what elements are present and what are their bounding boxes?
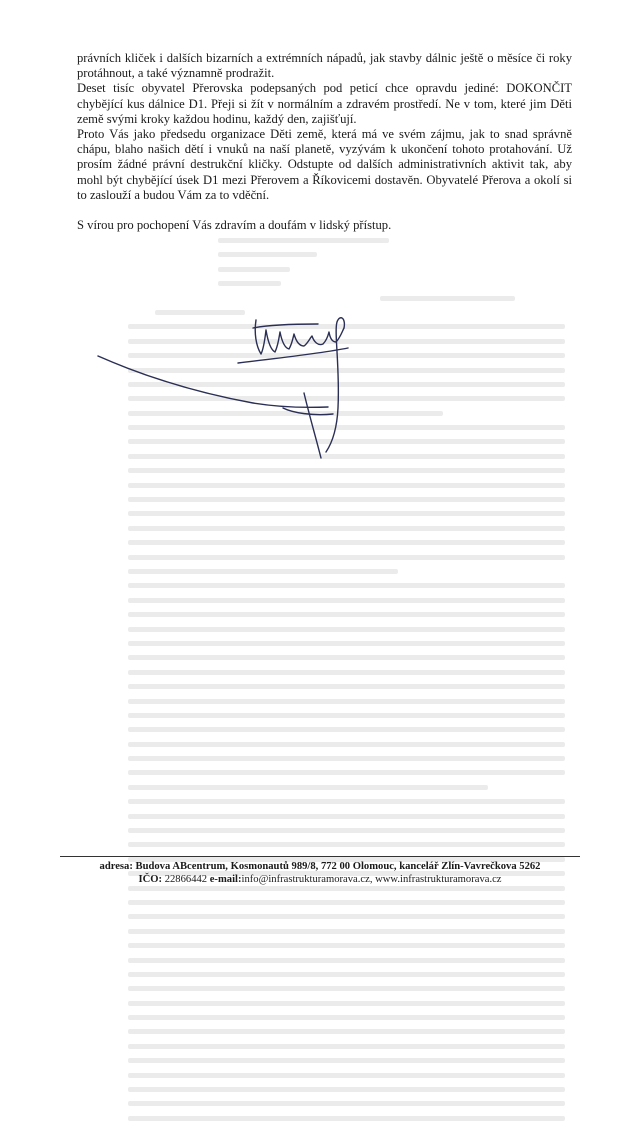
address-value: Budova ABcentrum, Kosmonautů 989/8, 772 00 Olomouc, kancelář Zlín-Vavrečkova 5262 bbox=[135, 861, 541, 872]
email-label: e-mail: bbox=[209, 873, 242, 885]
paragraph-1: právních kliček i dalších bizarních a extrémních nápadů, jak stavby dálnic ještě o měsíce či roky protáhnout, a také významně prodražit. bbox=[77, 51, 572, 81]
handwritten-signature-icon bbox=[78, 308, 378, 478]
address-label: adresa: bbox=[99, 861, 133, 872]
footer-address-line bbox=[60, 861, 580, 874]
ico-label: IČO: bbox=[138, 873, 163, 885]
ico-value: 22866442 bbox=[164, 873, 208, 885]
email-link[interactable]: info@infrastrukturamorava.cz bbox=[241, 873, 370, 885]
letter-body bbox=[77, 51, 572, 233]
paragraph-3: Proto Vás jako předsedu organizace Děti země, která má ve svém zájmu, jak to snad správně chápu, blaho našich dětí i vnuků na naší planetě, vyzývám k ukončení tohoto protahování. Už prosím žádné právní destrukční kličky. Odstupte od dalších administrativních aktivit tak, aby mohl být chybějící úsek D1 mezi Přerovem a Říkovicemi dostavěn. Obyvatelé Přerova a okolí si to zaslouží a budou Vám za to vděční. bbox=[77, 127, 572, 202]
website-link[interactable]: www.infrastrukturamorava.cz bbox=[375, 873, 502, 885]
paragraph-2: Deset tisíc obyvatel Přerovska podepsaných pod peticí chce opravdu jediné: DOKONČIT chybějící kus dálnice D1. Přeji si žít v normálním a zdravém prostředí. Ne v tom, které jim Děti země svými kroky každou hodinu, každý den, zajišťují. bbox=[77, 81, 572, 126]
closing-line: S vírou pro pochopení Vás zdravím a doufám v lidský přístup. bbox=[77, 218, 392, 233]
letterhead-footer bbox=[60, 856, 580, 886]
footer-contact-line: IČO: 22866442 e-mail:info@infrastrukturamorava.cz, www.infrastrukturamorava.cz bbox=[138, 873, 502, 885]
